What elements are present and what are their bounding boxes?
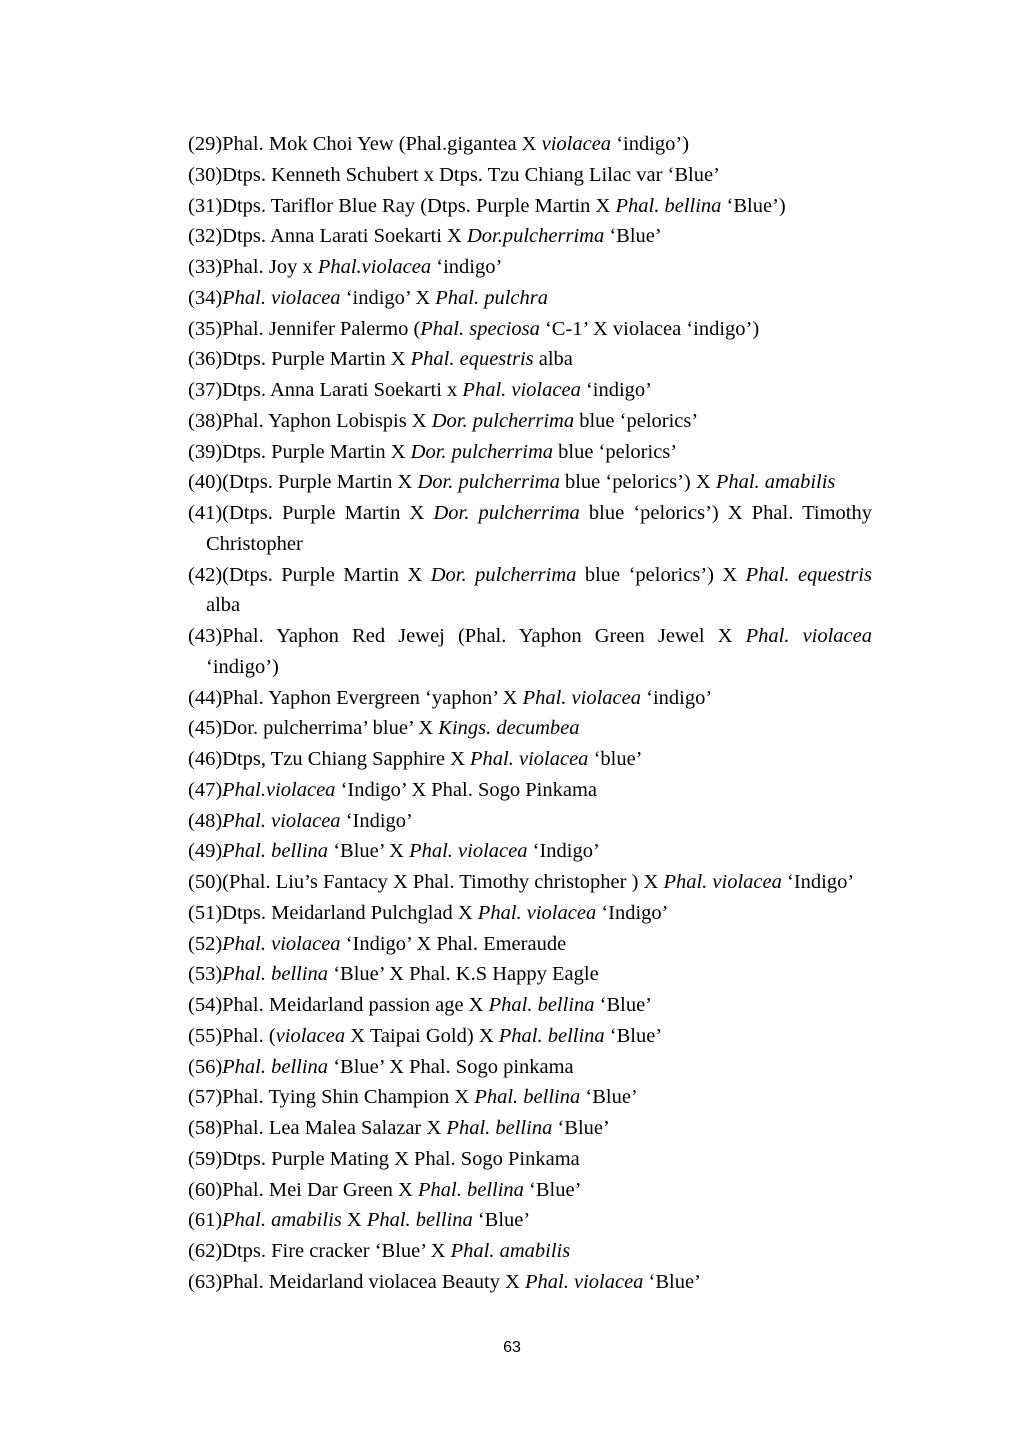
taxon-name-italic: Phal. pulchra (435, 286, 549, 309)
text-segment: ‘Blue’ (523, 1178, 582, 1201)
taxon-name-italic: Phal. bellina (418, 1178, 524, 1201)
taxon-name-italic: Phal.violacea (222, 778, 336, 801)
text-segment: ‘Indigo’ (596, 901, 669, 924)
taxon-name-italic: Phal. bellina (446, 1117, 553, 1139)
text-segment: Christopher (206, 532, 303, 555)
item-number: (53) (188, 963, 223, 986)
list-item-continuation (188, 652, 872, 683)
list-item (188, 221, 872, 252)
text-segment: blue ‘pelorics’) X Phal. Timothy (579, 502, 872, 524)
text-segment: Phal. Joy x (222, 256, 318, 278)
list-item (188, 1236, 872, 1267)
text-segment: ‘Blue’ (604, 225, 662, 248)
text-segment: blue ‘pelorics’) X (576, 563, 746, 586)
text-segment: ‘C-1’ X violacea ‘indigo’) (539, 317, 760, 340)
text-segment: ‘Blue’ X (328, 840, 410, 863)
list-item-continuation (188, 529, 872, 560)
text-segment: blue ‘pelorics’ (574, 409, 699, 432)
list-item (188, 1267, 872, 1298)
list-item (188, 560, 872, 591)
text-segment: (Dtps. Purple Martin X (222, 471, 418, 494)
list-item (188, 1052, 872, 1083)
taxon-name-italic: Phal. amabilis (450, 1240, 571, 1262)
item-number: (39) (188, 440, 223, 463)
taxon-name-italic: Phal. violacea (745, 625, 873, 647)
taxon-name-italic: Phal. equestris (745, 563, 872, 586)
taxon-name-italic: Phal. bellina (488, 994, 595, 1016)
item-number: (44) (188, 686, 223, 709)
text-segment: (Phal. Liu’s Fantacy X Phal. Timothy christopher ) X (222, 871, 664, 893)
text-segment: ‘Blue’ (552, 1117, 610, 1139)
item-number: (36) (188, 348, 223, 371)
text-segment: Dtps. Purple Martin X (222, 348, 411, 371)
text-segment: alba (533, 348, 573, 371)
taxon-name-italic: Phal. speciosa (420, 317, 540, 340)
list-item (188, 129, 872, 160)
taxon-name-italic: Phal. bellina (615, 194, 722, 217)
taxon-name-italic: Phal. amabilis (222, 1209, 342, 1232)
list-item (188, 713, 872, 744)
text-segment: ‘Indigo’ X Phal. Emeraude (340, 932, 567, 955)
item-number: (35) (188, 317, 223, 340)
taxon-name-italic: violacea (275, 1024, 346, 1047)
taxon-name-italic: Phal.violacea (317, 256, 432, 278)
item-number: (32) (188, 225, 223, 248)
list-item (188, 683, 872, 714)
item-number: (58) (188, 1117, 223, 1139)
text-segment: Phal. Mok Choi Yew (Phal.gigantea X (222, 133, 542, 155)
item-number: (43) (188, 625, 223, 647)
text-segment: (Dtps. Purple Martin X (222, 563, 431, 586)
item-number: (55) (188, 1024, 223, 1047)
text-segment: (Dtps. Purple Martin X (222, 502, 434, 524)
text-segment: Phal. Meidarland passion age X (222, 994, 489, 1016)
item-number: (41) (188, 502, 223, 524)
taxon-name-italic: Dor. pulcherrima (410, 440, 553, 463)
item-number: (46) (188, 748, 223, 770)
item-number: (49) (188, 840, 223, 863)
taxon-name-italic: Phal. bellina (474, 1086, 581, 1109)
list-item (188, 283, 872, 314)
text-segment: Phal. Yaphon Evergreen ‘yaphon’ X (222, 686, 523, 709)
text-segment: Dtps. Purple Mating X Phal. Sogo Pinkama (222, 1147, 580, 1170)
text-segment: Phal. Yaphon Lobispis X (222, 409, 432, 432)
text-segment: alba (206, 594, 241, 617)
item-number: (34) (188, 286, 223, 309)
text-segment: ‘indigo’ (431, 256, 503, 278)
item-number: (47) (188, 778, 223, 801)
taxon-name-italic: Dor. pulcherrima (431, 409, 575, 432)
taxon-name-italic: Phal. violacea (462, 379, 581, 401)
item-number: (37) (188, 379, 223, 401)
taxon-name-italic: Phal. violacea (409, 840, 528, 863)
text-segment: X (341, 1209, 367, 1232)
list-item-continuation (188, 590, 872, 621)
text-segment: blue ‘pelorics’ (553, 440, 678, 463)
item-number: (51) (188, 901, 223, 924)
text-segment: ‘indigo’ (641, 686, 713, 709)
taxon-name-italic: violacea (541, 133, 612, 155)
item-number: (30) (188, 163, 223, 186)
item-number: (61) (188, 1209, 223, 1232)
item-number: (59) (188, 1147, 223, 1170)
text-segment: ‘Blue’ (643, 1270, 701, 1293)
taxon-name-italic: Phal. violacea (222, 286, 341, 309)
taxon-name-italic: Phal. bellina (366, 1209, 473, 1232)
text-segment: Phal. Tying Shin Champion X (222, 1086, 475, 1109)
list-item (188, 959, 872, 990)
taxon-name-italic: Phal. violacea (477, 901, 597, 924)
text-segment: Phal. ( (222, 1024, 276, 1047)
text-segment: ‘Indigo’ (781, 871, 855, 893)
text-segment: Dtps. Fire cracker ‘Blue’ X (222, 1240, 451, 1262)
text-segment: ‘Blue’ (472, 1209, 531, 1232)
item-number: (57) (188, 1086, 223, 1109)
taxon-name-italic: Kings. decumbea (438, 717, 580, 740)
item-number: (56) (188, 1055, 223, 1078)
text-segment: ‘indigo’ X (340, 286, 436, 309)
text-segment: ‘Blue’ (580, 1086, 638, 1109)
item-number: (42) (188, 563, 223, 586)
item-number: (60) (188, 1178, 223, 1201)
text-segment: ‘Indigo’ (527, 840, 600, 863)
taxon-name-italic: Phal. violacea (525, 1270, 644, 1293)
list-item (188, 467, 872, 498)
list-item (188, 775, 872, 806)
taxon-name-italic: Phal. bellina (222, 963, 329, 986)
taxon-name-italic: Phal. violacea (222, 809, 341, 832)
taxon-name-italic: Phal. violacea (470, 748, 589, 770)
taxon-name-italic: Phal. amabilis (715, 471, 836, 494)
text-segment: Dtps. Purple Martin X (222, 440, 411, 463)
list-item (188, 1082, 872, 1113)
hybrid-list (188, 129, 872, 1298)
item-number: (52) (188, 932, 223, 955)
list-item (188, 252, 872, 283)
item-number: (63) (188, 1270, 223, 1293)
list-item (188, 744, 872, 775)
text-segment: Phal. Jennifer Palermo ( (222, 317, 421, 340)
list-item (188, 160, 872, 191)
taxon-name-italic: Phal. equestris (410, 348, 534, 371)
text-segment: Dtps, Tzu Chiang Sapphire X (222, 748, 471, 770)
text-segment: ‘Indigo’ (340, 809, 413, 832)
list-item (188, 437, 872, 468)
list-item (188, 929, 872, 960)
item-number: (48) (188, 809, 223, 832)
list-item (188, 498, 872, 529)
item-number: (62) (188, 1240, 223, 1262)
text-segment: ‘Blue’ (604, 1024, 663, 1047)
text-segment: Dtps. Meidarland Pulchglad X (222, 901, 478, 924)
list-item (188, 344, 872, 375)
list-item (188, 375, 872, 406)
taxon-name-italic: Phal. violacea (663, 871, 782, 893)
list-item (188, 1113, 872, 1144)
text-segment: X Taipai Gold) X (345, 1024, 499, 1047)
list-item (188, 1175, 872, 1206)
text-segment: ‘Blue’ X Phal. Sogo pinkama (328, 1055, 574, 1078)
list-item (188, 621, 872, 652)
taxon-name-italic: Dor. pulcherrima (417, 471, 560, 494)
text-segment: Phal. Mei Dar Green X (222, 1178, 418, 1201)
list-item (188, 191, 872, 222)
text-segment: ‘indigo’) (206, 655, 279, 678)
text-segment: ‘blue’ (588, 748, 643, 770)
item-number: (33) (188, 256, 223, 278)
page-footer (0, 1339, 1024, 1357)
taxon-name-italic: Phal. bellina (222, 840, 329, 863)
list-item (188, 836, 872, 867)
taxon-name-italic: Phal. violacea (522, 686, 641, 709)
item-number: (40) (188, 471, 223, 494)
text-segment: ‘Blue’ X Phal. K.S Happy Eagle (328, 963, 599, 986)
text-segment: Dtps. Anna Larati Soekarti X (222, 225, 467, 248)
item-number: (50) (188, 871, 223, 893)
item-number: (38) (188, 409, 223, 432)
list-item (188, 806, 872, 837)
list-item (188, 406, 872, 437)
taxon-name-italic: Phal. violacea (222, 932, 341, 955)
taxon-name-italic: Phal. bellina (222, 1055, 329, 1078)
list-item (188, 867, 872, 898)
text-segment: blue ‘pelorics’) X (559, 471, 716, 494)
taxon-name-italic: Dor. pulcherrima (430, 563, 577, 586)
taxon-name-italic: Dor.pulcherrima (466, 225, 605, 248)
text-segment: Dtps. Kenneth Schubert x Dtps. Tzu Chiang Lilac var ‘Blue’ (222, 163, 720, 186)
taxon-name-italic: Dor. pulcherrima (433, 502, 580, 524)
list-item (188, 314, 872, 345)
text-segment: ‘Blue’ (594, 994, 653, 1016)
text-segment: Dtps. Tariflor Blue Ray (Dtps. Purple Martin X (222, 194, 616, 217)
text-segment: ‘Indigo’ X Phal. Sogo Pinkama (335, 778, 597, 801)
text-segment: Phal. Lea Malea Salazar X (222, 1117, 447, 1139)
list-item (188, 1021, 872, 1052)
text-segment: Phal. Yaphon Red Jewej (Phal. Yaphon Green Jewel X (222, 625, 746, 647)
text-segment: ‘indigo’) (611, 133, 690, 155)
text-segment: ‘Blue’) (721, 194, 786, 217)
list-item (188, 990, 872, 1021)
text-segment: Dtps. Anna Larati Soekarti x (222, 379, 463, 401)
item-number: (45) (188, 717, 223, 740)
list-item (188, 1144, 872, 1175)
item-number: (54) (188, 994, 223, 1016)
text-segment: ‘indigo’ (580, 379, 652, 401)
item-number: (31) (188, 194, 223, 217)
list-item (188, 898, 872, 929)
list-item (188, 1205, 872, 1236)
text-segment: Dor. pulcherrima’ blue’ X (222, 717, 439, 740)
taxon-name-italic: Phal. bellina (498, 1024, 605, 1047)
item-number: (29) (188, 133, 223, 155)
page-number: 63 (503, 1339, 521, 1356)
text-segment: Phal. Meidarland violacea Beauty X (222, 1270, 526, 1293)
